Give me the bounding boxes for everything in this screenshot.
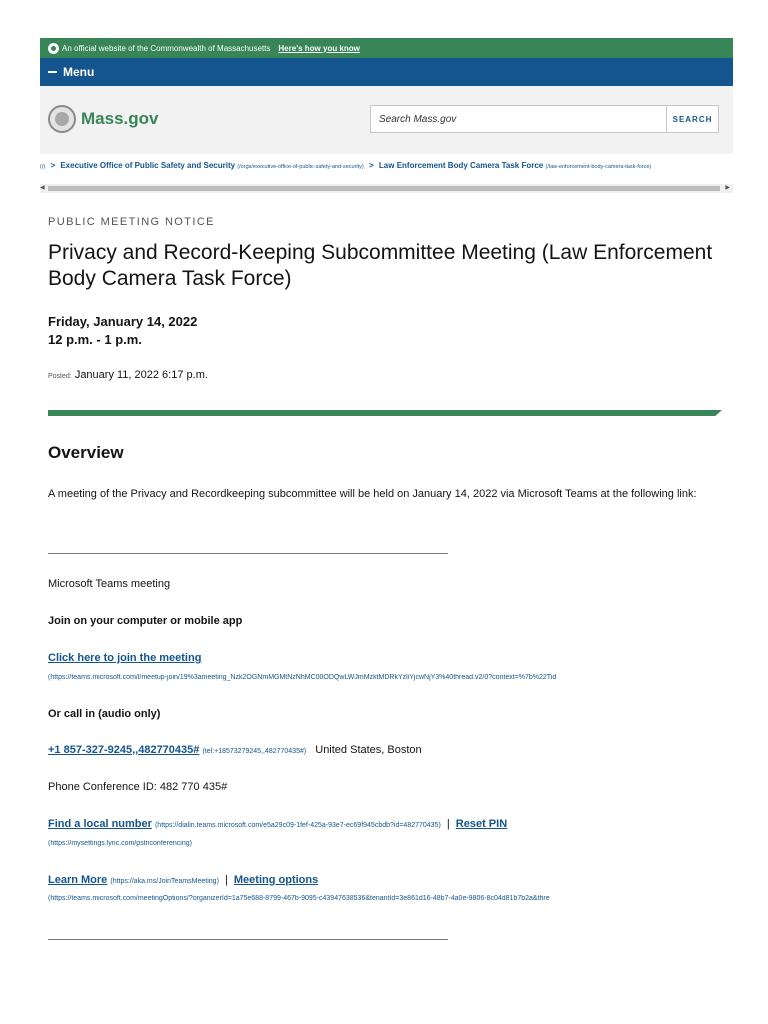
- meeting-time: 12 p.m. - 1 p.m.: [48, 332, 142, 347]
- section-divider: [48, 410, 722, 416]
- horizontal-rule: [48, 553, 448, 554]
- posted-value: January 11, 2022 6:17 p.m.: [74, 369, 208, 381]
- meeting-options-url: (https://teams.microsoft.com/meetingOptions/?organizerId=1a75e688-8799-467b-9095-c43947638536&tenantId=3e861d16-48b7-4a0e-9806-8c04d81b7b2a&thre: [48, 895, 550, 902]
- scrollbar-thumb[interactable]: [48, 186, 720, 191]
- local-number-row: [48, 818, 507, 830]
- reset-pin-link[interactable]: Reset PIN: [455, 818, 508, 830]
- horizontal-rule: [48, 939, 448, 940]
- page-category: PUBLIC MEETING NOTICE: [48, 216, 215, 228]
- overview-intro: A meeting of the Privacy and Recordkeeping subcommittee will be held on January 14, 2022 via Microsoft Teams at the following link:: [48, 488, 697, 500]
- local-number-url: (https://dialin.teams.microsoft.com/e5a29c09-1fef-425a-93e7-ec69f945cbdb?id=482770435): [154, 822, 441, 829]
- menu-icon: [48, 71, 57, 73]
- conference-id: Phone Conference ID: 482 770 435#: [48, 781, 228, 793]
- join-meeting-url: (https://teams.microsoft.com/l/meetup-join/19%3ameeting_Nzk2OGNmMGMtNzNhMC00ODQwLWJmMzktMDRkYzliYjcwNjY3%40thread.v2/0?context=%7b%22Tid: [48, 674, 557, 681]
- site-header: [40, 86, 733, 154]
- meeting-options-link[interactable]: Meeting options: [233, 874, 319, 886]
- call-in-heading: Or call in (audio only): [48, 708, 161, 720]
- scroll-left-icon[interactable]: ◀: [40, 185, 45, 191]
- phone-location: United States, Boston: [315, 744, 422, 756]
- search-button[interactable]: SEARCH: [666, 106, 718, 132]
- breadcrumb: [40, 161, 733, 175]
- logo-text: Mass.gov: [81, 109, 159, 128]
- phone-row: [48, 744, 422, 756]
- chevron-right-icon: >: [369, 161, 374, 170]
- menu-button[interactable]: [40, 58, 733, 86]
- phone-url: (tel:+18573279245,,482770435#): [202, 748, 307, 755]
- posted-label: Posted:: [48, 373, 72, 380]
- meeting-datetime: [48, 313, 197, 349]
- find-local-number-link[interactable]: Find a local number: [48, 818, 152, 830]
- official-site-banner: [40, 38, 733, 58]
- join-meeting-link[interactable]: Click here to join the meeting: [48, 652, 202, 664]
- breadcrumb-item-task-force-url: (/law-enforcement-body-camera-task-force): [545, 164, 652, 170]
- learn-more-link[interactable]: Learn More: [48, 874, 108, 886]
- chevron-right-icon: >: [50, 161, 56, 170]
- reset-pin-url: (https://mysettings.lync.com/pstnconferencing): [48, 840, 192, 847]
- link-separator: |: [446, 818, 450, 830]
- breadcrumb-home-url[interactable]: (/): [40, 164, 46, 170]
- meeting-date: Friday, January 14, 2022: [48, 314, 198, 329]
- learn-more-url: (https://aka.ms/JoinTeamsMeeting): [110, 878, 219, 885]
- learn-more-row: [48, 874, 318, 886]
- breadcrumb-item-eopss-url: (/orgs/executive-office-of-public-safety-and-security): [237, 164, 364, 170]
- mass-gov-logo[interactable]: [48, 105, 158, 133]
- search-input[interactable]: [371, 106, 666, 132]
- posted-date: [48, 369, 208, 381]
- scroll-right-icon[interactable]: ▶: [725, 185, 730, 191]
- teams-meeting-label: Microsoft Teams meeting: [48, 578, 171, 590]
- how-you-know-link[interactable]: Here's how you know: [278, 43, 360, 53]
- official-site-text: An official website of the Commonwealth of Massachusetts: [62, 43, 271, 53]
- search-form: [370, 105, 719, 133]
- menu-label: Menu: [63, 65, 95, 79]
- phone-number-link[interactable]: +1 857-327-9245,,482770435#: [48, 744, 200, 756]
- seal-icon: [48, 105, 76, 133]
- breadcrumb-item-task-force[interactable]: Law Enforcement Body Camera Task Force: [378, 161, 544, 170]
- link-separator: |: [224, 874, 228, 886]
- breadcrumb-item-eopss[interactable]: Executive Office of Public Safety and Security: [60, 161, 236, 170]
- page-title: Privacy and Record-Keeping Subcommittee Meeting (Law Enforcement Body Camera Task Force): [48, 241, 713, 290]
- state-seal-icon: [48, 43, 59, 54]
- breadcrumb-scrollbar[interactable]: [40, 184, 733, 193]
- overview-heading: Overview: [48, 443, 124, 462]
- join-heading: Join on your computer or mobile app: [48, 615, 243, 627]
